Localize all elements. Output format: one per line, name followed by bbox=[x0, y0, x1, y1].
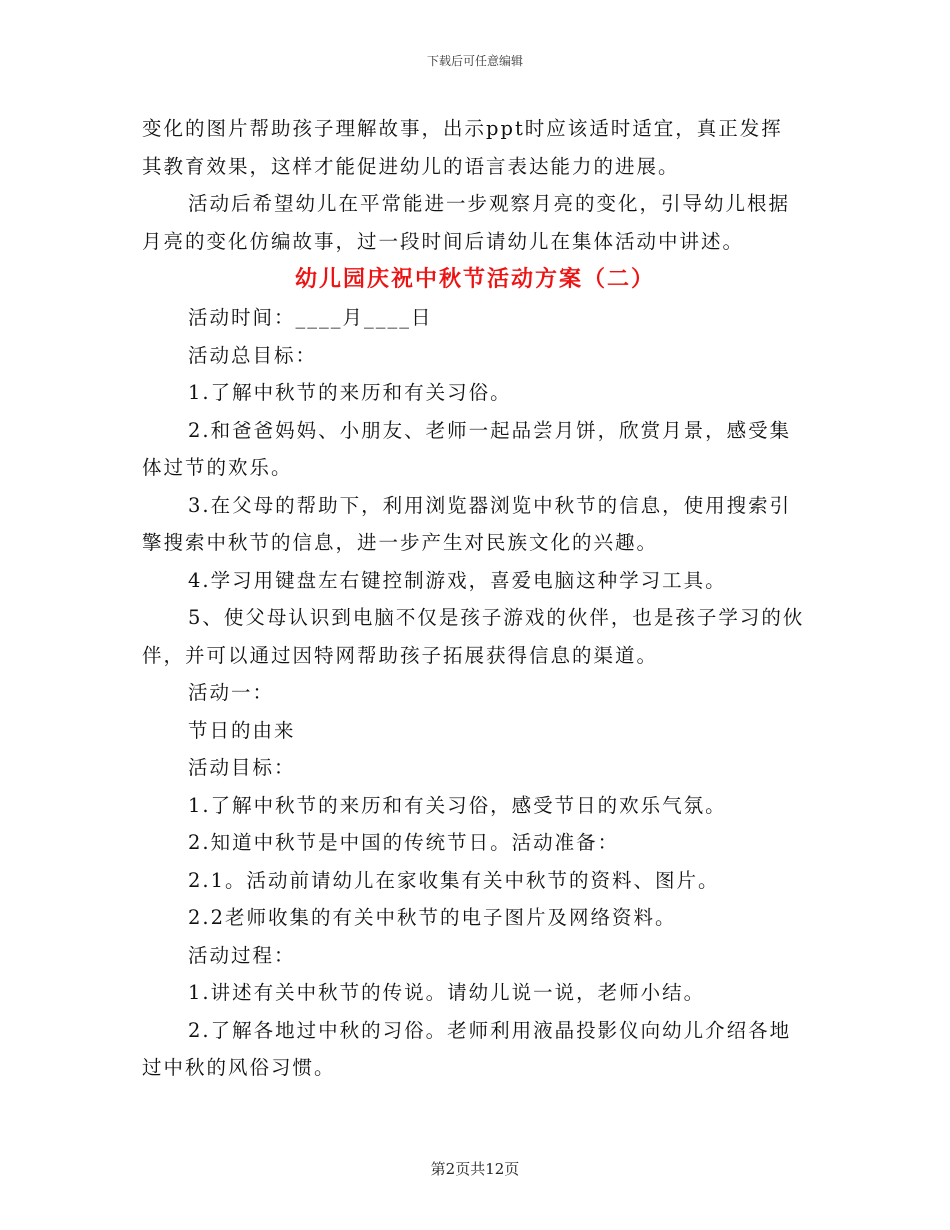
paragraph-line: 其教育效果，这样才能促进幼儿的语言表达能力的进展。 bbox=[142, 154, 680, 178]
paragraph-line: 活动一： bbox=[188, 681, 275, 704]
section-title: 幼儿园庆祝中秋节活动方案（二） bbox=[294, 266, 655, 292]
paragraph-line: 2.和爸爸妈妈、小朋友、老师一起品尝月饼，欣赏月景，感受集 bbox=[188, 418, 792, 442]
paragraph-line: 过中秋的风俗习惯。 bbox=[142, 1056, 336, 1079]
paragraph-line: 2.知道中秋节是中国的传统节日。活动准备： bbox=[188, 831, 620, 854]
page-header-note: 下载后可任意编辑 bbox=[426, 54, 523, 68]
paragraph-line: 活动后希望幼儿在平常能进一步观察月亮的变化，引导幼儿根据 bbox=[188, 192, 791, 215]
paragraph-line: 活动过程： bbox=[188, 943, 296, 967]
paragraph-line: 活动时间：____月____日 bbox=[188, 306, 433, 329]
paragraph-line: 节日的由来 bbox=[188, 718, 296, 742]
paragraph-line: 擎搜索中秋节的信息，进一步产生对民族文化的兴趣。 bbox=[142, 531, 659, 554]
paragraph-line: 1.讲述有关中秋节的传说。请幼儿说一说，老师小结。 bbox=[188, 981, 706, 1004]
paragraph-line: 活动总目标： bbox=[188, 343, 318, 367]
paragraph-line: 2.2老师收集的有关中秋节的电子图片及网络资料。 bbox=[188, 906, 677, 929]
paragraph-line: 活动目标： bbox=[188, 756, 296, 779]
paragraph-line: 1.了解中秋节的来历和有关习俗，感受节日的欢乐气氛。 bbox=[188, 793, 727, 817]
document-body bbox=[142, 110, 808, 1087]
paragraph-line: 2.1。活动前请幼儿在家收集有关中秋节的资料、图片。 bbox=[188, 868, 720, 892]
paragraph-line: 变化的图片帮助孩子理解故事，出示ppt时应该适时适宜，真正发挥 bbox=[142, 117, 783, 140]
paragraph-line: 伴，并可以通过因特网帮助孩子拓展获得信息的渠道。 bbox=[142, 643, 659, 667]
paragraph-line: 3.在父母的帮助下，利用浏览器浏览中秋节的信息，使用搜索引 bbox=[188, 493, 792, 517]
paragraph-line: 月亮的变化仿编故事，过一段时间后请幼儿在集体活动中讲述。 bbox=[142, 229, 745, 253]
paragraph-line: 2.了解各地过中秋的习俗。老师利用液晶投影仪向幼儿介绍各地 bbox=[188, 1018, 792, 1042]
paragraph-line: 5、使父母认识到电脑不仅是孩子游戏的伙伴，也是孩子学习的伙 bbox=[188, 606, 805, 629]
paragraph-line: 体过节的欢乐。 bbox=[142, 456, 293, 479]
page-number: 第2页共12页 bbox=[430, 1160, 520, 1178]
paragraph-line: 4.学习用键盘左右键控制游戏，喜爱电脑这种学习工具。 bbox=[188, 568, 727, 592]
paragraph-line: 1.了解中秋节的来历和有关习俗。 bbox=[188, 381, 512, 404]
